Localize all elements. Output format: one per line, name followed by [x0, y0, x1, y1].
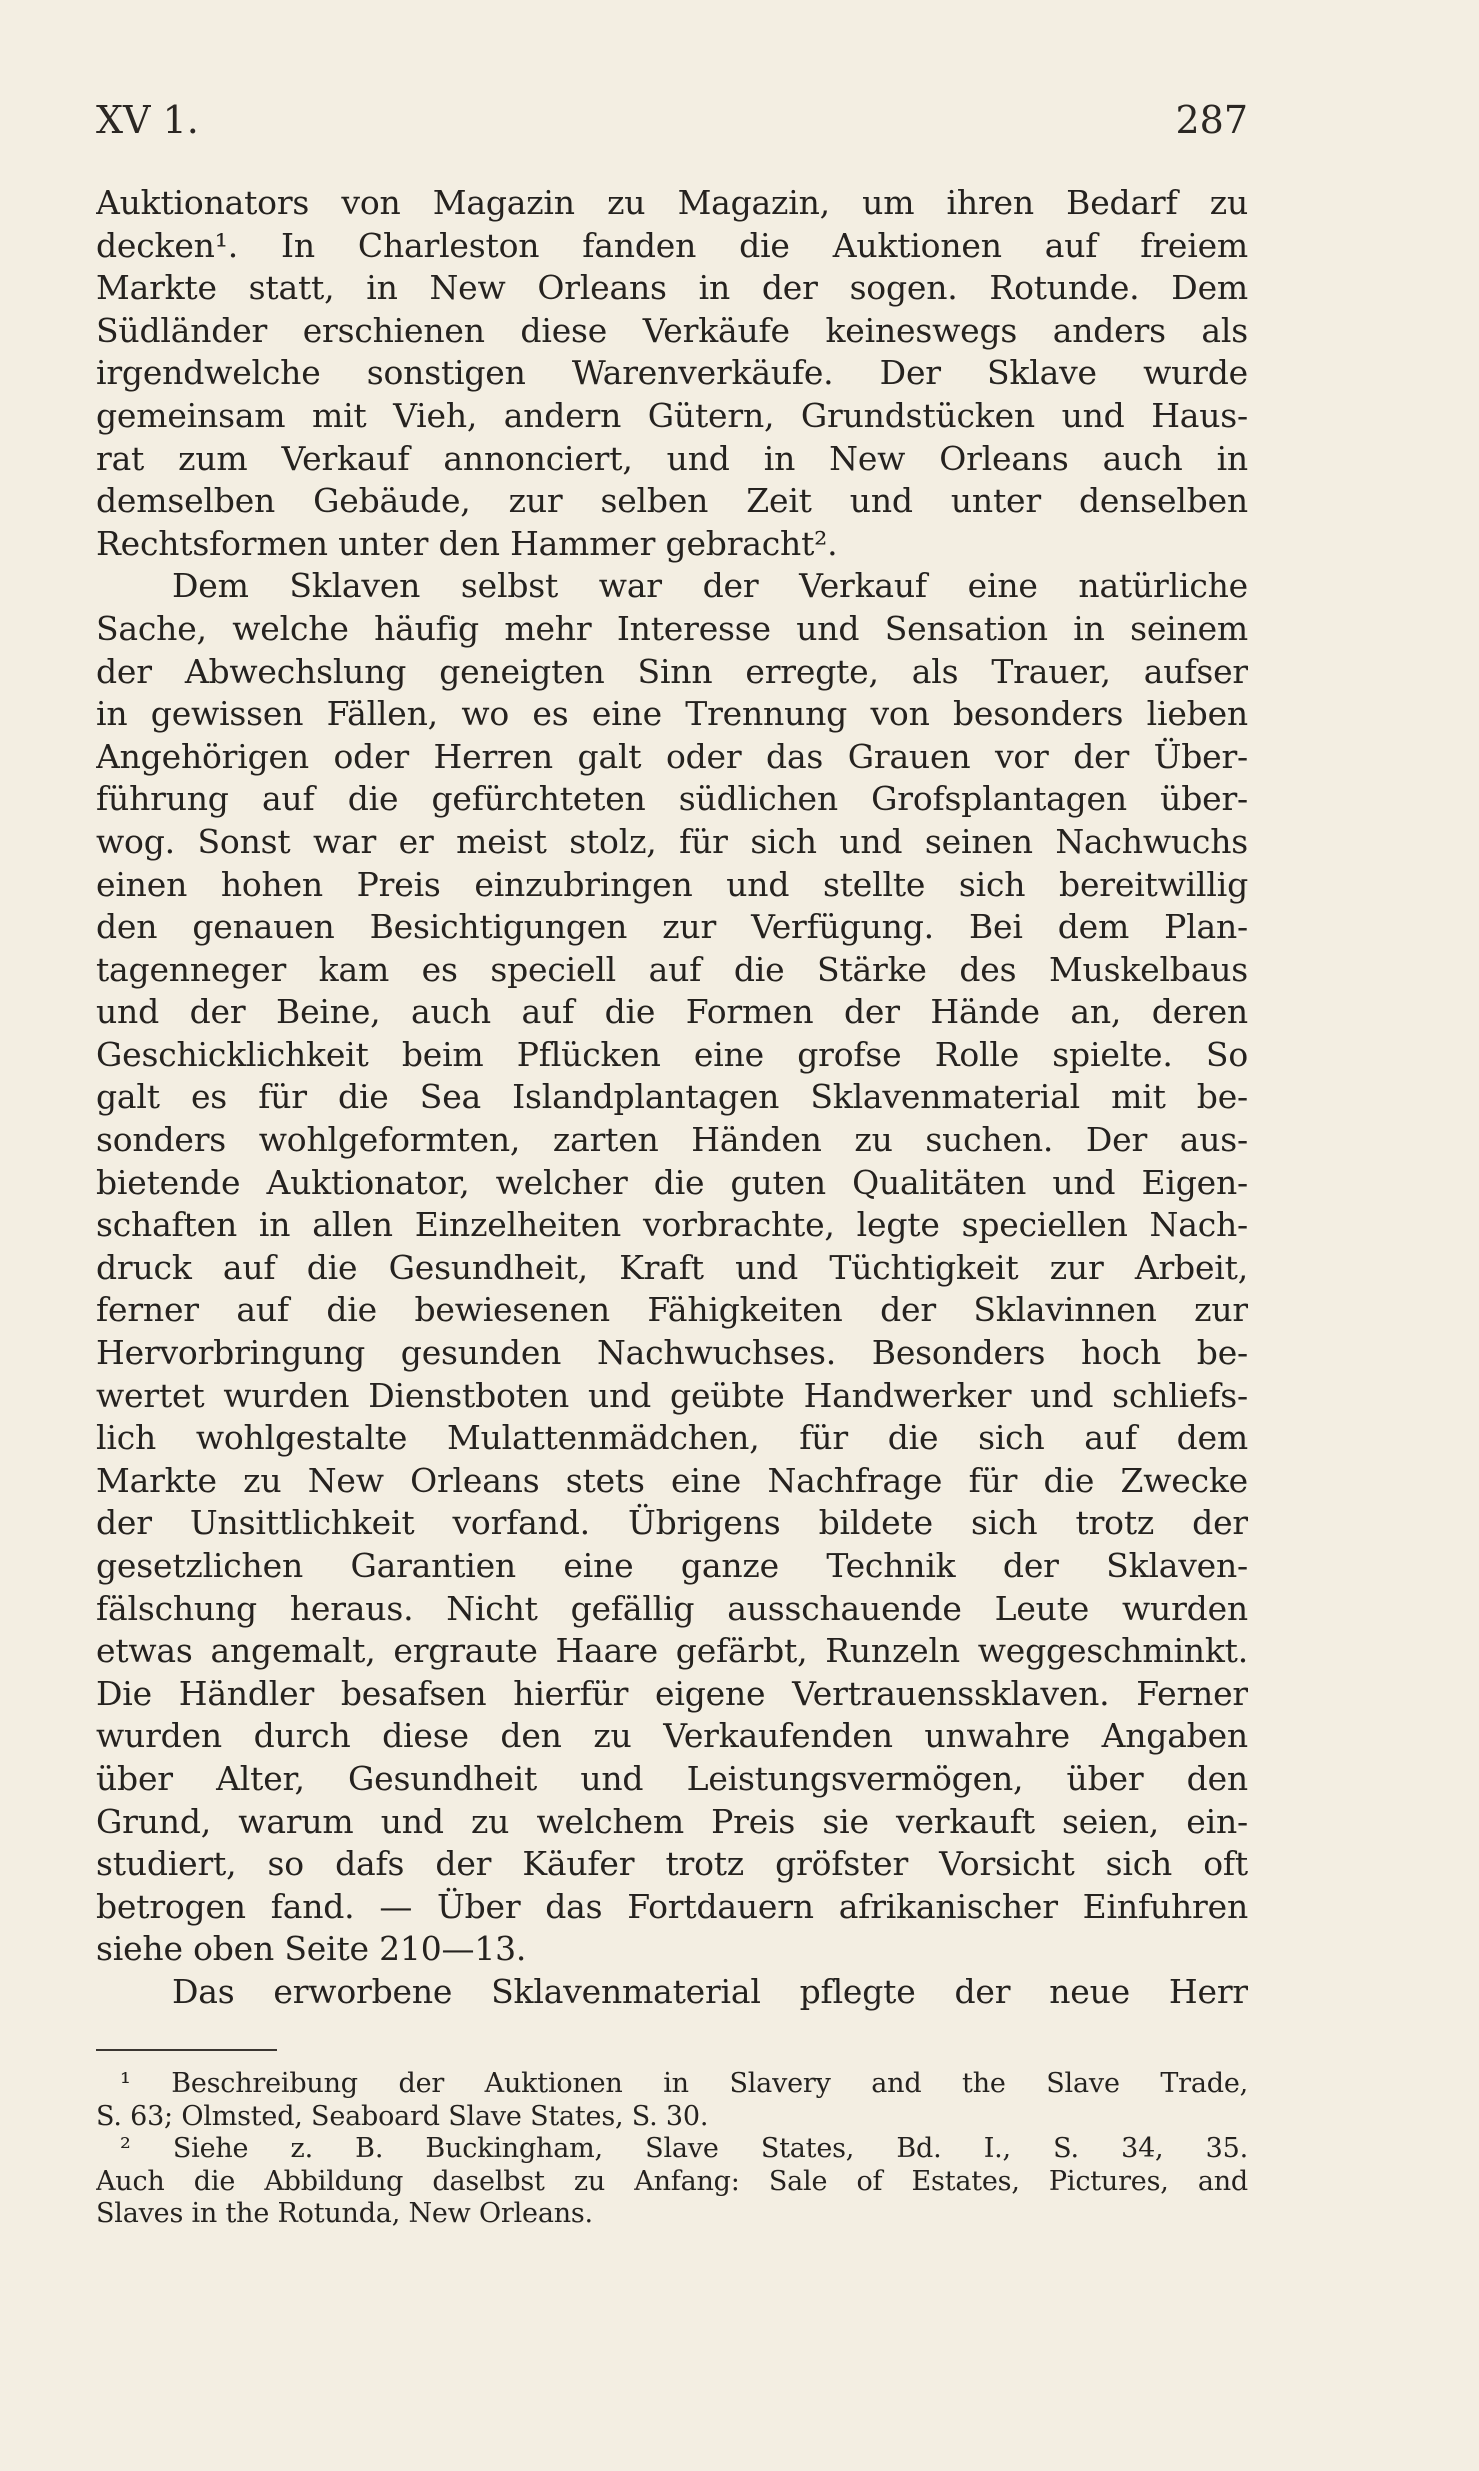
text-line: Auktionators von Magazin zu Magazin, um ihren Bedarf zu	[96, 183, 1248, 222]
section-signature: XV 1.	[96, 98, 199, 142]
text-line: studiert, so dafs der Käufer trotz gröfster Vorsicht sich oft	[96, 1844, 1248, 1884]
text-line: wertet wurden Dienstboten und geübte Handwerker und schliefs-	[96, 1375, 1248, 1415]
text-line: Dem Sklaven selbst war der Verkauf eine natürliche	[172, 566, 1248, 606]
text-line: der Abwechslung geneigten Sinn erregte, als Trauer, aufser	[96, 651, 1248, 691]
text-line: Grund, warum und zu welchem Preis sie verkauft seien, ein-	[96, 1801, 1248, 1841]
footnote-line: ¹ Beschreibung der Auktionen in Slavery and the Slave Trade,	[120, 2068, 1248, 2099]
footnote-line: Auch die Abbildung daselbst zu Anfang: Sale of Estates, Pictures, and	[96, 2165, 1248, 2197]
text-line: siehe oben Seite 210—13.	[96, 1929, 527, 1969]
running-header	[96, 98, 1248, 150]
text-line: in gewissen Fällen, wo es eine Trennung von besonders lieben	[96, 694, 1248, 734]
main-text	[96, 182, 1248, 2014]
text-line: Das erworbene Sklavenmaterial pflegte der neue Herr	[172, 1971, 1248, 2011]
text-line: führung auf die gefürchteten südlichen Grofsplantagen über-	[96, 779, 1248, 819]
text-line: Markte zu New Orleans stets eine Nachfrage für die Zwecke	[96, 1460, 1248, 1500]
footnote-line: ² Siehe z. B. Buckingham, Slave States, Bd. I., S. 34, 35.	[120, 2133, 1248, 2164]
text-line: Sache, welche häufig mehr Interesse und Sensation in seinem	[96, 608, 1248, 648]
footnote-line: S. 63; Olmsted, Seaboard Slave States, S. 30.	[96, 2100, 709, 2132]
text-line: über Alter, Gesundheit und Leistungsvermögen, über den	[96, 1758, 1248, 1798]
text-line: Südländer erschienen diese Verkäufe keineswegs anders als	[96, 310, 1248, 350]
text-line: betrogen fand. — Über das Fortdauern afrikanischer Einfuhren	[96, 1886, 1248, 1926]
text-line: ferner auf die bewiesenen Fähigkeiten der Sklavinnen zur	[96, 1290, 1248, 1330]
text-line: irgendwelche sonstigen Warenverkäufe. Der Sklave wurde	[96, 353, 1248, 393]
footnote-separator	[96, 2049, 277, 2051]
footnote-line: Slaves in the Rotunda, New Orleans.	[96, 2198, 593, 2229]
text-line: Hervorbringung gesunden Nachwuchses. Besonders hoch be-	[96, 1333, 1248, 1373]
text-line: Angehörigen oder Herren galt oder das Grauen vor der Über-	[96, 736, 1248, 776]
text-line: Markte statt, in New Orleans in der sogen. Rotunde. Dem	[96, 268, 1248, 308]
text-line: bietende Auktionator, welcher die guten Qualitäten und Eigen-	[96, 1162, 1248, 1202]
page-number: 287	[1175, 98, 1248, 142]
text-line: sonders wohlgeformten, zarten Händen zu suchen. Der aus-	[96, 1120, 1248, 1160]
text-line: decken¹. In Charleston fanden die Auktionen auf freiem	[96, 225, 1248, 265]
text-line: und der Beine, auch auf die Formen der Hände an, deren	[96, 992, 1248, 1032]
text-line: der Unsittlichkeit vorfand. Übrigens bildete sich trotz der	[96, 1503, 1248, 1543]
text-line: lich wohlgestalte Mulattenmädchen, für die sich auf dem	[96, 1418, 1248, 1458]
text-line: einen hohen Preis einzubringen und stellte sich bereitwillig	[96, 864, 1248, 904]
text-line: gesetzlichen Garantien eine ganze Technik der Sklaven-	[96, 1546, 1248, 1585]
text-line: tagenneger kam es speciell auf die Stärke des Muskelbaus	[96, 949, 1248, 989]
footnotes	[96, 2068, 1248, 2231]
text-line: wurden durch diese den zu Verkaufenden unwahre Angaben	[96, 1716, 1248, 1756]
text-line: druck auf die Gesundheit, Kraft und Tüchtigkeit zur Arbeit,	[96, 1247, 1248, 1287]
text-line: Geschicklichkeit beim Pflücken eine grofse Rolle spielte. So	[96, 1034, 1248, 1074]
text-line: schaften in allen Einzelheiten vorbrachte, legte speciellen Nach-	[96, 1205, 1248, 1245]
text-line: galt es für die Sea Islandplantagen Sklavenmaterial mit be-	[96, 1077, 1248, 1117]
text-line: wog. Sonst war er meist stolz, für sich und seinen Nachwuchs	[96, 821, 1248, 861]
text-line: den genauen Besichtigungen zur Verfügung. Bei dem Plan-	[96, 907, 1248, 947]
text-line: etwas angemalt, ergraute Haare gefärbt, Runzeln weggeschminkt.	[96, 1631, 1248, 1671]
text-line: rat zum Verkauf annonciert, und in New Orleans auch in	[96, 438, 1248, 478]
text-line: Die Händler besafsen hierfür eigene Vertrauenssklaven. Ferner	[96, 1673, 1248, 1713]
text-line: fälschung heraus. Nicht gefällig ausschauende Leute wurden	[96, 1588, 1248, 1628]
text-line: Rechtsformen unter den Hammer gebracht².	[96, 523, 838, 563]
text-line: demselben Gebäude, zur selben Zeit und unter denselben	[96, 481, 1248, 521]
text-line: gemeinsam mit Vieh, andern Gütern, Grundstücken und Haus-	[96, 395, 1248, 435]
